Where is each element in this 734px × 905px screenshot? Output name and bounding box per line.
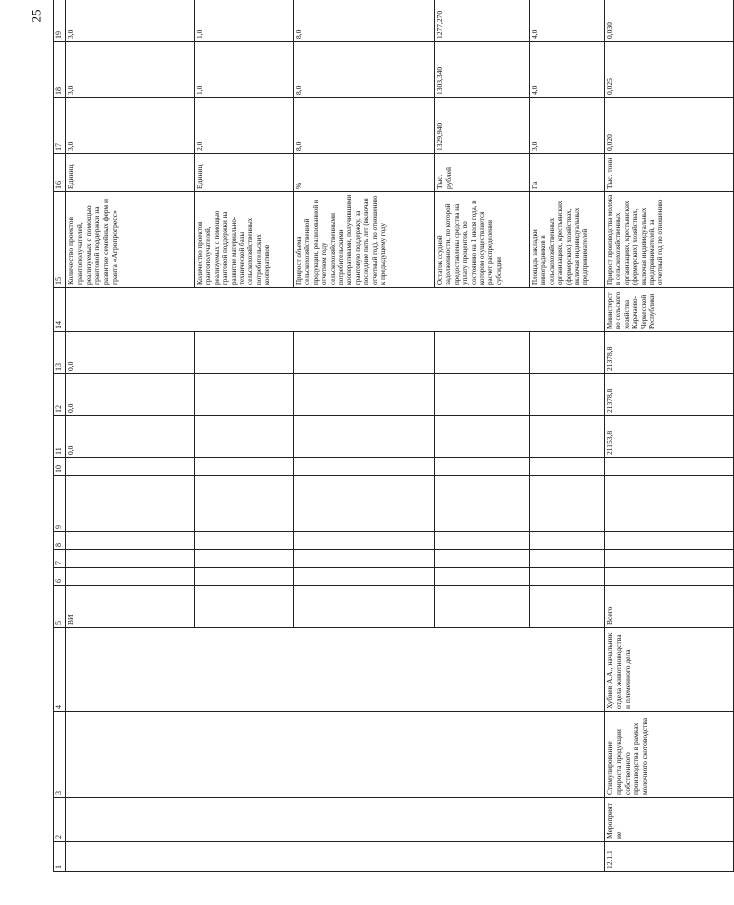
cell-unit: Га — [530, 154, 605, 192]
cell-value: 8,0 — [294, 42, 435, 98]
header-row — [54, 0, 66, 872]
cell-empty — [294, 374, 435, 416]
cell-empty — [530, 332, 605, 374]
col-header: 8 — [54, 532, 66, 550]
cell-name — [66, 712, 605, 798]
cell-value: 0,020 — [605, 98, 734, 154]
cell-empty — [66, 476, 195, 532]
cell-executor: Министерство сельского хозяйства Карачаево-Черкесской Республики — [605, 288, 734, 332]
cell-empty — [435, 476, 530, 532]
cell-value: 0,0 — [66, 416, 195, 458]
cell-empty — [294, 586, 435, 628]
cell-type: Мероприятие — [605, 798, 734, 842]
cell-value: 4,0 — [530, 0, 605, 42]
col-header: 1 — [54, 842, 66, 872]
col-header: 19 — [54, 0, 66, 42]
cell-indicator: Прирост объема сельскохозяйственной продукции, реализованной в отчетном году сельскохозяйственными потребительскими кооперативами, получившими грантовую поддержку, за последние пять лет (включая отчетный год), по отношению к предыдущему году — [294, 192, 435, 288]
col-header: 13 — [54, 332, 66, 374]
cell-value: 1,0 — [195, 42, 294, 98]
cell-empty — [195, 586, 294, 628]
cell-value: 0,030 — [605, 0, 734, 42]
cell-empty — [294, 416, 435, 458]
cell-executor — [66, 288, 605, 332]
cell-source: ВИ — [66, 586, 195, 628]
page-number: 25 — [28, 9, 44, 23]
cell-empty — [435, 550, 530, 568]
cell-empty — [605, 476, 734, 532]
cell-empty — [435, 374, 530, 416]
cell-empty — [605, 532, 734, 550]
cell-unit: Единиц — [195, 154, 294, 192]
cell-responsible — [66, 628, 605, 712]
cell-empty — [294, 476, 435, 532]
rotated-table-wrapper — [53, 10, 665, 872]
cell-unit: Тыс. рублей — [435, 154, 530, 192]
cell-value: 0,025 — [605, 42, 734, 98]
cell-value: 1329,940 — [435, 98, 530, 154]
table-row — [66, 0, 195, 872]
cell-empty — [195, 550, 294, 568]
table-row — [605, 0, 734, 872]
cell-empty — [294, 568, 435, 586]
col-header: 3 — [54, 712, 66, 798]
col-header: 12 — [54, 374, 66, 416]
cell-empty — [294, 532, 435, 550]
cell-empty — [435, 586, 530, 628]
cell-empty — [66, 458, 195, 476]
cell-empty — [530, 550, 605, 568]
cell-empty — [530, 568, 605, 586]
cell-empty — [195, 458, 294, 476]
cell-empty — [435, 532, 530, 550]
cell-value: 3,0 — [66, 0, 195, 42]
cell-number: 12.1.1 — [605, 842, 734, 872]
cell-indicator: Количество проектов грантополучателей, реализуемых с помощью грантовой поддержки на развитие материально-технической базы сельскохозяйственных потребительских кооперативов — [195, 192, 294, 288]
cell-value: 21378,8 — [605, 374, 734, 416]
col-header: 9 — [54, 476, 66, 532]
col-header: 18 — [54, 42, 66, 98]
col-header: 16 — [54, 154, 66, 192]
cell-empty — [435, 568, 530, 586]
cell-value: 8,0 — [294, 98, 435, 154]
cell-value: 2,0 — [195, 98, 294, 154]
cell-name: Стимулирование прироста продукции собственного производства в рамках молочного скотоводства — [605, 712, 734, 798]
cell-value: 0,0 — [66, 332, 195, 374]
col-header: 4 — [54, 628, 66, 712]
cell-empty — [605, 568, 734, 586]
cell-number — [66, 842, 605, 872]
cell-empty — [66, 550, 195, 568]
cell-value: 1303,340 — [435, 42, 530, 98]
cell-indicator: Площадь закладки виноградников в сельскохозяйственных организациях, крестьянских (фермерских) хозяйствах, включая индивидуальных предпринимателей — [530, 192, 605, 288]
col-header: 5 — [54, 586, 66, 628]
program-table — [53, 0, 734, 872]
cell-empty — [605, 458, 734, 476]
cell-empty — [435, 458, 530, 476]
cell-indicator: Прирост производства молока в сельскохозяйственных организациях, крестьянских (фермерских) хозяйствах, включая индивидуальных предпринимателей, за отчетный год по отношению — [605, 192, 734, 288]
cell-indicator: Количество проектов грантополучателей, реализуемых с помощью грантовой поддержки на развитие семейных ферм и гранта «Агропрогресс» — [66, 192, 195, 288]
cell-empty — [294, 458, 435, 476]
cell-empty — [66, 568, 195, 586]
col-header: 10 — [54, 458, 66, 476]
cell-source: Всего — [605, 586, 734, 628]
cell-empty — [195, 532, 294, 550]
col-header: 7 — [54, 550, 66, 568]
cell-empty — [530, 374, 605, 416]
cell-value: 0,0 — [66, 374, 195, 416]
col-header: 2 — [54, 798, 66, 842]
cell-value: 3,0 — [530, 98, 605, 154]
cell-value: 3,0 — [66, 98, 195, 154]
cell-empty — [195, 416, 294, 458]
cell-empty — [530, 458, 605, 476]
cell-indicator: Остаток ссудной задолженности, по которой предоставлены средства на уплату процентов, по состоянию на 1 июля года, в котором осуществляется расчет распределения субсидии — [435, 192, 530, 288]
cell-empty — [195, 476, 294, 532]
cell-value: 8,0 — [294, 0, 435, 42]
cell-empty — [530, 476, 605, 532]
cell-empty — [66, 532, 195, 550]
cell-value: 21378,8 — [605, 332, 734, 374]
cell-value: 3,0 — [66, 42, 195, 98]
cell-empty — [605, 550, 734, 568]
cell-empty — [530, 532, 605, 550]
col-header: 17 — [54, 98, 66, 154]
cell-empty — [435, 332, 530, 374]
cell-responsible: Хубиев А.А., начальник отдела животноводства и племенного дела — [605, 628, 734, 712]
cell-unit: % — [294, 154, 435, 192]
cell-empty — [195, 374, 294, 416]
col-header: 6 — [54, 568, 66, 586]
cell-empty — [530, 416, 605, 458]
cell-empty — [195, 332, 294, 374]
cell-value: 4,0 — [530, 42, 605, 98]
cell-empty — [294, 550, 435, 568]
col-header: 14 — [54, 288, 66, 332]
cell-value: 21153,8 — [605, 416, 734, 458]
cell-empty — [195, 568, 294, 586]
cell-empty — [435, 416, 530, 458]
cell-value: 1277,270 — [435, 0, 530, 42]
cell-empty — [294, 332, 435, 374]
cell-unit: Тыс. тонн — [605, 154, 734, 192]
cell-value: 1,0 — [195, 0, 294, 42]
col-header: 11 — [54, 416, 66, 458]
cell-unit: Единиц — [66, 154, 195, 192]
col-header: 15 — [54, 192, 66, 288]
cell-type — [66, 798, 605, 842]
cell-empty — [530, 586, 605, 628]
